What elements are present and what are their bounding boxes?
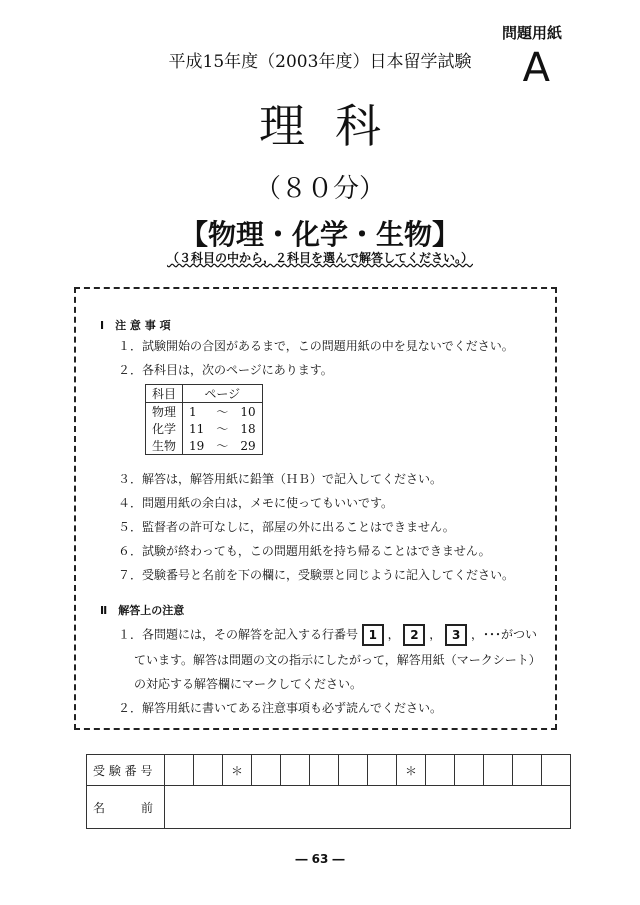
name-field[interactable] — [165, 786, 571, 829]
subjects-note — [0, 249, 640, 266]
row-number-box: 2 — [403, 624, 425, 646]
table-cell: 〜 — [216, 405, 229, 419]
exam-number-cell[interactable] — [252, 755, 281, 786]
exam-number-cell[interactable] — [426, 755, 455, 786]
subject-title: 理科 — [259, 99, 411, 153]
section1-item: ２．各科目は，次のページにあります。 — [118, 363, 333, 377]
section2-heading: Ⅱ 解答上の注意 — [100, 604, 185, 617]
paper-label: 問題用紙 — [501, 24, 562, 42]
section2-item1-suffix: ，･･･がつい — [470, 627, 537, 642]
table-header: ページ — [183, 385, 263, 403]
exam-number-cell[interactable] — [194, 755, 223, 786]
version-letter: A — [522, 45, 550, 91]
section2-item1-prefix: １．各問題には，その解答を記入する行番号 — [118, 627, 359, 642]
section2-item1-line3: の対応する解答欄にマークしてください。 — [134, 677, 363, 691]
section2-item2: ２．解答用紙に書いてある注意事項も必ず読んでください。 — [118, 701, 443, 715]
section1-item: ４．問題用紙の余白は，メモに使ってもいいです。 — [118, 496, 394, 510]
exam-number-cell[interactable] — [484, 755, 513, 786]
page-number: ― 63 ― — [295, 852, 345, 866]
table-cell: 〜 — [216, 439, 229, 453]
section1-item: ６．試験が終わっても，この問題用紙を持ち帰ることはできません。 — [118, 544, 491, 558]
section1-item: １．試験開始の合図があるまで，この問題用紙の中を見ないでください。 — [118, 339, 514, 353]
table-cell: 29 — [240, 438, 256, 453]
exam-number-cell[interactable] — [310, 755, 339, 786]
exam-number-cell[interactable] — [165, 755, 194, 786]
table-cell: 物理 — [152, 405, 177, 419]
answer-form — [86, 754, 571, 829]
subjects-note-text: （３科目の中から，２科目を選んで解答してください。） — [166, 251, 473, 265]
row-number-box: 1 — [362, 624, 384, 646]
exam-number-cell[interactable] — [542, 755, 571, 786]
table-cell: 18 — [240, 421, 256, 436]
duration: （８０分） — [254, 174, 385, 204]
exam-number-cell[interactable] — [281, 755, 310, 786]
name-row — [87, 786, 571, 829]
exam-number-cell[interactable] — [368, 755, 397, 786]
section1-heading: Ⅰ 注 意 事 項 — [100, 319, 171, 332]
table-row — [146, 420, 263, 437]
section2-item1: １．各問題には，その解答を記入する行番号 1 ， 2 ， 3 ，･･･がつい — [118, 624, 537, 646]
exam-number-cell[interactable] — [513, 755, 542, 786]
subjects-list: 【物理・化学・生物】 — [179, 218, 460, 251]
star-cell: ＊ — [397, 755, 426, 786]
table-cell: 19 — [183, 437, 211, 455]
name-label: 名 前 — [87, 786, 165, 829]
section1-item: ３．解答は，解答用紙に鉛筆（ＨＢ）で記入してください。 — [118, 472, 443, 486]
table-header: 科目 — [146, 385, 183, 403]
subject-page-table — [145, 384, 263, 455]
table-cell: 11 — [183, 420, 211, 437]
row-number-box: 3 — [445, 624, 467, 646]
table-cell: 10 — [240, 404, 256, 419]
star-cell: ＊ — [223, 755, 252, 786]
table-cell: 生物 — [152, 439, 177, 453]
table-cell: 〜 — [216, 422, 229, 436]
exam-number-label: 受 験 番 号 — [87, 755, 165, 786]
table-cell: 化学 — [152, 422, 177, 436]
table-cell: 1 — [183, 403, 211, 421]
exam-title: 平成15年度（2003年度）日本留学試験 — [168, 52, 472, 72]
exam-number-cell[interactable] — [455, 755, 484, 786]
section2-item1-line2: ています。解答は問題の文の指示にしたがって，解答用紙（マークシート） — [134, 653, 541, 667]
exam-number-cell[interactable] — [339, 755, 368, 786]
section1-item: ７．受験番号と名前を下の欄に，受験票と同じように記入してください。 — [118, 568, 515, 582]
exam-number-row — [87, 755, 571, 786]
table-row — [146, 403, 263, 421]
table-row — [146, 437, 263, 455]
section1-item: ５．監督者の許可なしに，部屋の外に出ることはできません。 — [118, 520, 455, 534]
